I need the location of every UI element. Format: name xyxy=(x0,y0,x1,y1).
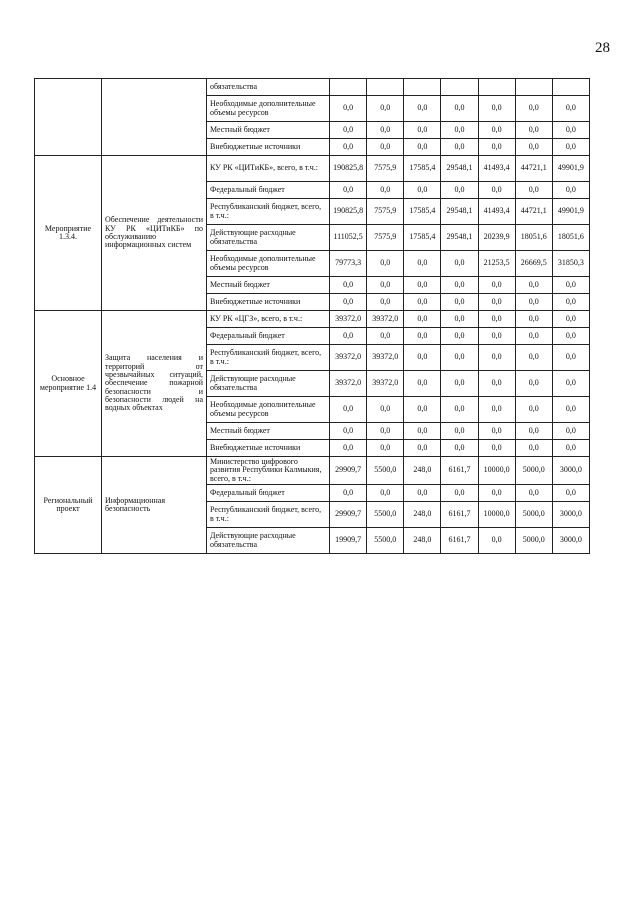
value-cell: 0,0 xyxy=(478,182,515,199)
value-cell: 39372,0 xyxy=(367,311,404,328)
value-cell: 17585,4 xyxy=(404,156,441,182)
value-cell: 0,0 xyxy=(367,485,404,502)
value-cell: 39372,0 xyxy=(367,371,404,397)
value-cell: 0,0 xyxy=(515,397,552,423)
value-cell: 19909,7 xyxy=(330,528,367,554)
funding-source-cell: Местный бюджет xyxy=(207,277,330,294)
funding-source-cell: Федеральный бюджет xyxy=(207,485,330,502)
funding-source-cell: Местный бюджет xyxy=(207,423,330,440)
value-cell: 0,0 xyxy=(330,423,367,440)
value-cell: 248,0 xyxy=(404,528,441,554)
value-cell: 0,0 xyxy=(441,294,478,311)
value-cell: 0,0 xyxy=(330,328,367,345)
value-cell: 0,0 xyxy=(515,440,552,457)
value-cell: 0,0 xyxy=(552,397,589,423)
value-cell: 20239,9 xyxy=(478,225,515,251)
page-number: 28 xyxy=(595,40,610,56)
value-cell: 7575,9 xyxy=(367,199,404,225)
value-cell xyxy=(330,79,367,96)
funding-source-cell: Необходимые дополнительные объемы ресурсов xyxy=(207,397,330,423)
value-cell: 0,0 xyxy=(404,328,441,345)
funding-source-cell: Федеральный бюджет xyxy=(207,182,330,199)
value-cell: 0,0 xyxy=(478,485,515,502)
value-cell: 190825,8 xyxy=(330,199,367,225)
value-cell: 21253,5 xyxy=(478,251,515,277)
value-cell: 0,0 xyxy=(330,182,367,199)
value-cell: 0,0 xyxy=(441,182,478,199)
table-row xyxy=(35,156,590,182)
value-cell xyxy=(552,79,589,96)
value-cell: 111052,5 xyxy=(330,225,367,251)
value-cell: 0,0 xyxy=(441,277,478,294)
value-cell: 0,0 xyxy=(552,440,589,457)
value-cell: 0,0 xyxy=(515,311,552,328)
funding-source-cell: Внебюджетные источники xyxy=(207,139,330,156)
value-cell: 0,0 xyxy=(515,423,552,440)
measure-name-cell: Обеспечение деятельности КУ РК «ЦИТиКБ» по обслуживанию информационных систем xyxy=(102,156,207,311)
value-cell: 0,0 xyxy=(478,423,515,440)
value-cell: 0,0 xyxy=(478,277,515,294)
value-cell: 0,0 xyxy=(441,397,478,423)
value-cell: 18051,6 xyxy=(515,225,552,251)
value-cell: 0,0 xyxy=(404,294,441,311)
value-cell: 10000,0 xyxy=(478,457,515,485)
value-cell: 7575,9 xyxy=(367,156,404,182)
funding-source-cell: Республиканский бюджет, всего, в т.ч.: xyxy=(207,199,330,225)
value-cell: 0,0 xyxy=(330,122,367,139)
value-cell: 0,0 xyxy=(552,96,589,122)
value-cell: 6161,7 xyxy=(441,528,478,554)
value-cell: 5000,0 xyxy=(515,457,552,485)
value-cell: 0,0 xyxy=(515,277,552,294)
value-cell: 0,0 xyxy=(478,294,515,311)
value-cell: 0,0 xyxy=(478,311,515,328)
funding-source-cell: Действующие расходные обязательства xyxy=(207,528,330,554)
funding-source-cell: Внебюджетные источники xyxy=(207,440,330,457)
value-cell: 39372,0 xyxy=(330,311,367,328)
funding-source-cell: Действующие расходные обязательства xyxy=(207,371,330,397)
funding-source-cell: Внебюджетные источники xyxy=(207,294,330,311)
value-cell: 0,0 xyxy=(404,96,441,122)
value-cell xyxy=(404,79,441,96)
value-cell: 49901,9 xyxy=(552,156,589,182)
measure-cell: Мероприятие 1.3.4. xyxy=(35,156,102,311)
table-row xyxy=(35,311,590,328)
value-cell: 0,0 xyxy=(404,311,441,328)
value-cell xyxy=(515,79,552,96)
funding-source-cell: Местный бюджет xyxy=(207,122,330,139)
value-cell: 29548,1 xyxy=(441,156,478,182)
value-cell: 0,0 xyxy=(330,485,367,502)
value-cell: 29548,1 xyxy=(441,199,478,225)
value-cell: 44721,1 xyxy=(515,199,552,225)
value-cell: 0,0 xyxy=(478,397,515,423)
value-cell: 0,0 xyxy=(404,182,441,199)
value-cell: 0,0 xyxy=(441,122,478,139)
value-cell: 248,0 xyxy=(404,457,441,485)
value-cell: 0,0 xyxy=(404,139,441,156)
value-cell: 0,0 xyxy=(367,122,404,139)
value-cell: 0,0 xyxy=(552,485,589,502)
value-cell: 0,0 xyxy=(515,328,552,345)
value-cell: 0,0 xyxy=(515,139,552,156)
value-cell: 0,0 xyxy=(367,328,404,345)
value-cell: 5000,0 xyxy=(515,528,552,554)
funding-source-cell: Министерство цифрового развития Республики Калмыкия, всего, в т.ч.: xyxy=(207,457,330,485)
value-cell: 0,0 xyxy=(478,440,515,457)
value-cell: 0,0 xyxy=(478,139,515,156)
value-cell: 0,0 xyxy=(330,440,367,457)
value-cell: 0,0 xyxy=(552,423,589,440)
value-cell: 7575,9 xyxy=(367,225,404,251)
value-cell: 0,0 xyxy=(441,485,478,502)
measure-cell xyxy=(35,79,102,156)
value-cell: 0,0 xyxy=(441,423,478,440)
value-cell: 0,0 xyxy=(552,311,589,328)
measure-name-cell: Защита населения и территорий от чрезвычайных ситуаций, обеспечение пожарной безопасности и безопасности людей на водных объектах xyxy=(102,311,207,457)
value-cell: 41493,4 xyxy=(478,156,515,182)
value-cell: 0,0 xyxy=(515,122,552,139)
value-cell: 0,0 xyxy=(404,423,441,440)
value-cell xyxy=(478,79,515,96)
value-cell: 39372,0 xyxy=(367,345,404,371)
value-cell: 0,0 xyxy=(367,397,404,423)
value-cell: 0,0 xyxy=(330,139,367,156)
value-cell: 0,0 xyxy=(441,328,478,345)
value-cell: 0,0 xyxy=(552,345,589,371)
value-cell: 6161,7 xyxy=(441,457,478,485)
value-cell: 0,0 xyxy=(552,294,589,311)
value-cell: 5000,0 xyxy=(515,502,552,528)
value-cell: 0,0 xyxy=(515,345,552,371)
funding-source-cell: Республиканский бюджет, всего, в т.ч.: xyxy=(207,502,330,528)
value-cell: 29909,7 xyxy=(330,457,367,485)
value-cell: 0,0 xyxy=(441,371,478,397)
funding-source-cell: Республиканский бюджет, всего, в т.ч.: xyxy=(207,345,330,371)
value-cell: 26669,5 xyxy=(515,251,552,277)
value-cell: 5500,0 xyxy=(367,528,404,554)
value-cell: 0,0 xyxy=(515,96,552,122)
value-cell: 39372,0 xyxy=(330,371,367,397)
funding-source-cell: обязательства xyxy=(207,79,330,96)
value-cell: 44721,1 xyxy=(515,156,552,182)
value-cell: 0,0 xyxy=(441,440,478,457)
value-cell: 0,0 xyxy=(515,182,552,199)
value-cell: 0,0 xyxy=(441,311,478,328)
value-cell xyxy=(367,79,404,96)
value-cell: 0,0 xyxy=(404,440,441,457)
funding-source-cell: Федеральный бюджет xyxy=(207,328,330,345)
value-cell: 0,0 xyxy=(552,371,589,397)
value-cell: 0,0 xyxy=(404,345,441,371)
value-cell: 0,0 xyxy=(404,371,441,397)
value-cell: 0,0 xyxy=(330,294,367,311)
table-row xyxy=(35,457,590,485)
value-cell: 248,0 xyxy=(404,502,441,528)
value-cell: 0,0 xyxy=(367,139,404,156)
value-cell: 0,0 xyxy=(404,397,441,423)
value-cell: 0,0 xyxy=(552,328,589,345)
value-cell: 10000,0 xyxy=(478,502,515,528)
value-cell: 3000,0 xyxy=(552,528,589,554)
funding-source-cell: Действующие расходные обязательства xyxy=(207,225,330,251)
funding-source-cell: Необходимые дополнительные объемы ресурсов xyxy=(207,96,330,122)
value-cell: 0,0 xyxy=(441,139,478,156)
value-cell: 29548,1 xyxy=(441,225,478,251)
value-cell: 79773,3 xyxy=(330,251,367,277)
value-cell: 0,0 xyxy=(404,251,441,277)
value-cell: 41493,4 xyxy=(478,199,515,225)
value-cell: 39372,0 xyxy=(330,345,367,371)
value-cell: 0,0 xyxy=(404,485,441,502)
value-cell: 0,0 xyxy=(478,122,515,139)
value-cell: 0,0 xyxy=(367,251,404,277)
value-cell: 0,0 xyxy=(515,485,552,502)
value-cell: 0,0 xyxy=(367,277,404,294)
value-cell: 29909,7 xyxy=(330,502,367,528)
value-cell: 0,0 xyxy=(552,139,589,156)
value-cell: 0,0 xyxy=(515,294,552,311)
value-cell: 5500,0 xyxy=(367,457,404,485)
table-row xyxy=(35,79,590,96)
value-cell: 49901,9 xyxy=(552,199,589,225)
value-cell xyxy=(441,79,478,96)
value-cell: 3000,0 xyxy=(552,457,589,485)
value-cell: 0,0 xyxy=(367,294,404,311)
value-cell: 0,0 xyxy=(478,328,515,345)
value-cell: 0,0 xyxy=(552,122,589,139)
value-cell: 0,0 xyxy=(478,96,515,122)
value-cell: 17585,4 xyxy=(404,225,441,251)
value-cell: 0,0 xyxy=(441,96,478,122)
value-cell: 0,0 xyxy=(367,182,404,199)
value-cell: 17585,4 xyxy=(404,199,441,225)
funding-source-cell: КУ РК «ЦГЗ», всего, в т.ч.: xyxy=(207,311,330,328)
value-cell: 6161,7 xyxy=(441,502,478,528)
value-cell: 31850,3 xyxy=(552,251,589,277)
value-cell: 0,0 xyxy=(441,345,478,371)
value-cell: 0,0 xyxy=(478,371,515,397)
funding-source-cell: Необходимые дополнительные объемы ресурсов xyxy=(207,251,330,277)
measure-name-cell: Информационная безопасность xyxy=(102,457,207,554)
value-cell: 0,0 xyxy=(367,440,404,457)
funding-source-cell: КУ РК «ЦИТиКБ», всего, в т.ч.: xyxy=(207,156,330,182)
value-cell: 0,0 xyxy=(404,122,441,139)
value-cell: 3000,0 xyxy=(552,502,589,528)
value-cell: 0,0 xyxy=(552,182,589,199)
value-cell: 0,0 xyxy=(478,528,515,554)
measure-name-cell xyxy=(102,79,207,156)
value-cell: 0,0 xyxy=(367,423,404,440)
value-cell: 0,0 xyxy=(552,277,589,294)
value-cell: 0,0 xyxy=(367,96,404,122)
value-cell: 0,0 xyxy=(330,277,367,294)
value-cell: 190825,8 xyxy=(330,156,367,182)
value-cell: 0,0 xyxy=(515,371,552,397)
value-cell: 0,0 xyxy=(404,277,441,294)
budget-table xyxy=(34,78,590,554)
value-cell: 0,0 xyxy=(330,397,367,423)
measure-cell: Основное мероприятие 1.4 xyxy=(35,311,102,457)
measure-cell: Региональный проект xyxy=(35,457,102,554)
value-cell: 18051,6 xyxy=(552,225,589,251)
value-cell: 0,0 xyxy=(441,251,478,277)
value-cell: 0,0 xyxy=(330,96,367,122)
value-cell: 0,0 xyxy=(478,345,515,371)
value-cell: 5500,0 xyxy=(367,502,404,528)
